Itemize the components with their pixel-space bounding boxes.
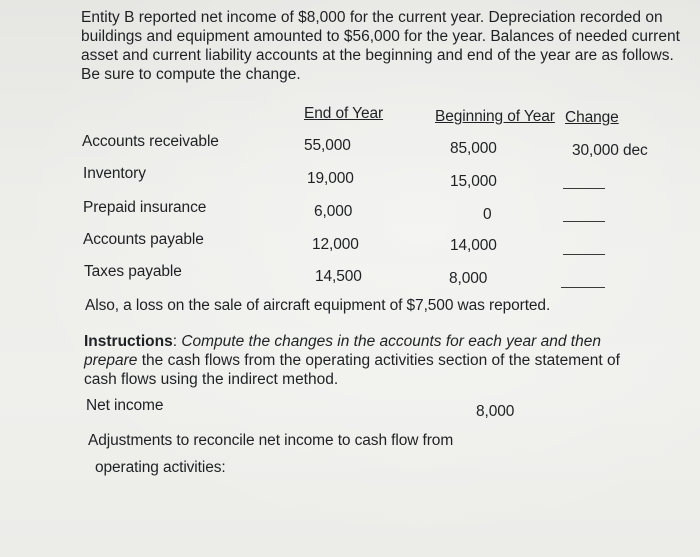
adjustments-label: Adjustments to reconcile net income to cash flow from	[88, 432, 454, 449]
instructions-paragraph	[84, 332, 654, 389]
row-beginning-accounts-payable: 14,000	[450, 237, 497, 254]
row-beginning-taxes-payable: 8,000	[449, 270, 488, 287]
answer-blank-prepaid-insurance	[563, 221, 605, 222]
header-change: Change	[565, 109, 619, 126]
loss-note: Also, a loss on the sale of aircraft equipment of $7,500 was reported.	[85, 297, 551, 314]
row-beginning-prepaid-insurance: 0	[483, 206, 492, 223]
answer-blank-inventory	[563, 188, 605, 189]
row-label-accounts-payable: Accounts payable	[83, 231, 204, 248]
net-income-label: Net income	[86, 397, 164, 414]
instructions-italic-text: Compute the changes in the accounts for each year and then prepare	[84, 333, 601, 369]
answer-blank-taxes-payable	[561, 287, 605, 288]
header-beginning-of-year: Beginning of Year	[435, 108, 555, 125]
row-change-accounts-receivable: 30,000 dec	[572, 142, 648, 159]
header-end-of-year: End of Year	[304, 105, 384, 122]
row-beginning-accounts-receivable: 85,000	[450, 140, 497, 157]
instructions-label: Instructions	[84, 333, 173, 350]
row-label-accounts-receivable: Accounts receivable	[82, 133, 219, 150]
row-end-accounts-payable: 12,000	[312, 236, 359, 253]
row-label-taxes-payable: Taxes payable	[84, 263, 182, 280]
instructions-text: the cash flows from the operating activities section of the statement of cash flows using the indirect method.	[84, 352, 620, 388]
operating-activities-label: operating activities:	[95, 459, 226, 476]
row-end-accounts-receivable: 55,000	[304, 137, 351, 154]
net-income-value: 8,000	[476, 403, 515, 420]
row-end-prepaid-insurance: 6,000	[314, 203, 353, 220]
row-label-inventory: Inventory	[83, 165, 146, 182]
answer-blank-accounts-payable	[563, 254, 605, 255]
row-end-taxes-payable: 14,500	[315, 268, 362, 285]
row-end-inventory: 19,000	[307, 170, 354, 187]
intro-paragraph: Entity B reported net income of $8,000 for the current year. Depreciation recorded on buildings and equipment amounted to $56,000 for the year. Balances of needed current asset and current liability accounts at the beginning and end of the year are as follows. Be sure to compute the change.	[81, 9, 680, 83]
instructions-colon: :	[172, 333, 178, 350]
row-label-prepaid-insurance: Prepaid insurance	[83, 199, 207, 216]
row-beginning-inventory: 15,000	[450, 173, 497, 190]
